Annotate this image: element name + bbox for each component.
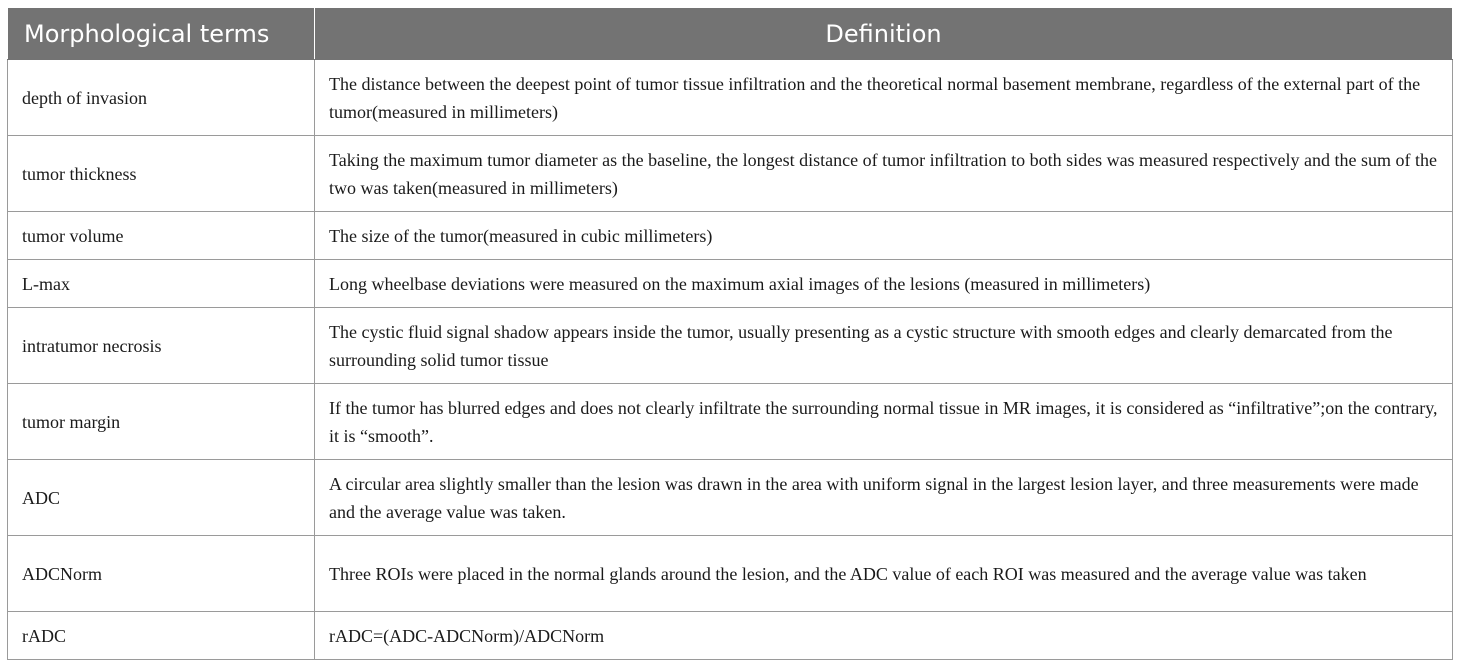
definition-cell: Taking the maximum tumor diameter as the baseline, the longest distance of tumor infiltration to both sides was measured respectively and the sum of the two was taken(measured in millimeters): [315, 136, 1453, 212]
table-body: [8, 60, 1453, 660]
definition-cell: If the tumor has blurred edges and does not clearly infiltrate the surrounding normal tissue in MR images, it is considered as “infiltrative”;on the contrary, it is “smooth”.: [315, 384, 1453, 460]
definitions-table: [7, 7, 1453, 660]
term-cell: ADCNorm: [8, 536, 315, 612]
definition-cell: Long wheelbase deviations were measured on the maximum axial images of the lesions (measured in millimeters): [315, 260, 1453, 308]
term-cell: tumor volume: [8, 212, 315, 260]
term-cell: L-max: [8, 260, 315, 308]
table-row: [8, 212, 1453, 260]
definition-cell: The size of the tumor(measured in cubic millimeters): [315, 212, 1453, 260]
header-row: [8, 8, 1453, 60]
term-cell: ADC: [8, 460, 315, 536]
term-cell: rADC: [8, 612, 315, 660]
term-cell: tumor thickness: [8, 136, 315, 212]
table-row: [8, 384, 1453, 460]
header-definition: Definition: [315, 8, 1453, 60]
table-row: [8, 60, 1453, 136]
table-row: [8, 136, 1453, 212]
table-row: [8, 260, 1453, 308]
definitions-table-container: [7, 7, 1452, 660]
table-row: [8, 308, 1453, 384]
table-row: [8, 536, 1453, 612]
table-header: [8, 8, 1453, 60]
definition-cell: The distance between the deepest point of tumor tissue infiltration and the theoretical normal basement membrane, regardless of the external part of the tumor(measured in millimeters): [315, 60, 1453, 136]
definition-cell: A circular area slightly smaller than the lesion was drawn in the area with uniform signal in the largest lesion layer, and three measurements were made and the average value was taken.: [315, 460, 1453, 536]
definition-cell: The cystic fluid signal shadow appears inside the tumor, usually presenting as a cystic structure with smooth edges and clearly demarcated from the surrounding solid tumor tissue: [315, 308, 1453, 384]
table-row: [8, 460, 1453, 536]
definition-cell: rADC=(ADC-ADCNorm)/ADCNorm: [315, 612, 1453, 660]
term-cell: tumor margin: [8, 384, 315, 460]
term-cell: intratumor necrosis: [8, 308, 315, 384]
definition-cell: Three ROIs were placed in the normal glands around the lesion, and the ADC value of each ROI was measured and the average value was taken: [315, 536, 1453, 612]
table-row: [8, 612, 1453, 660]
term-cell: depth of invasion: [8, 60, 315, 136]
header-term: Morphological terms: [8, 8, 315, 60]
